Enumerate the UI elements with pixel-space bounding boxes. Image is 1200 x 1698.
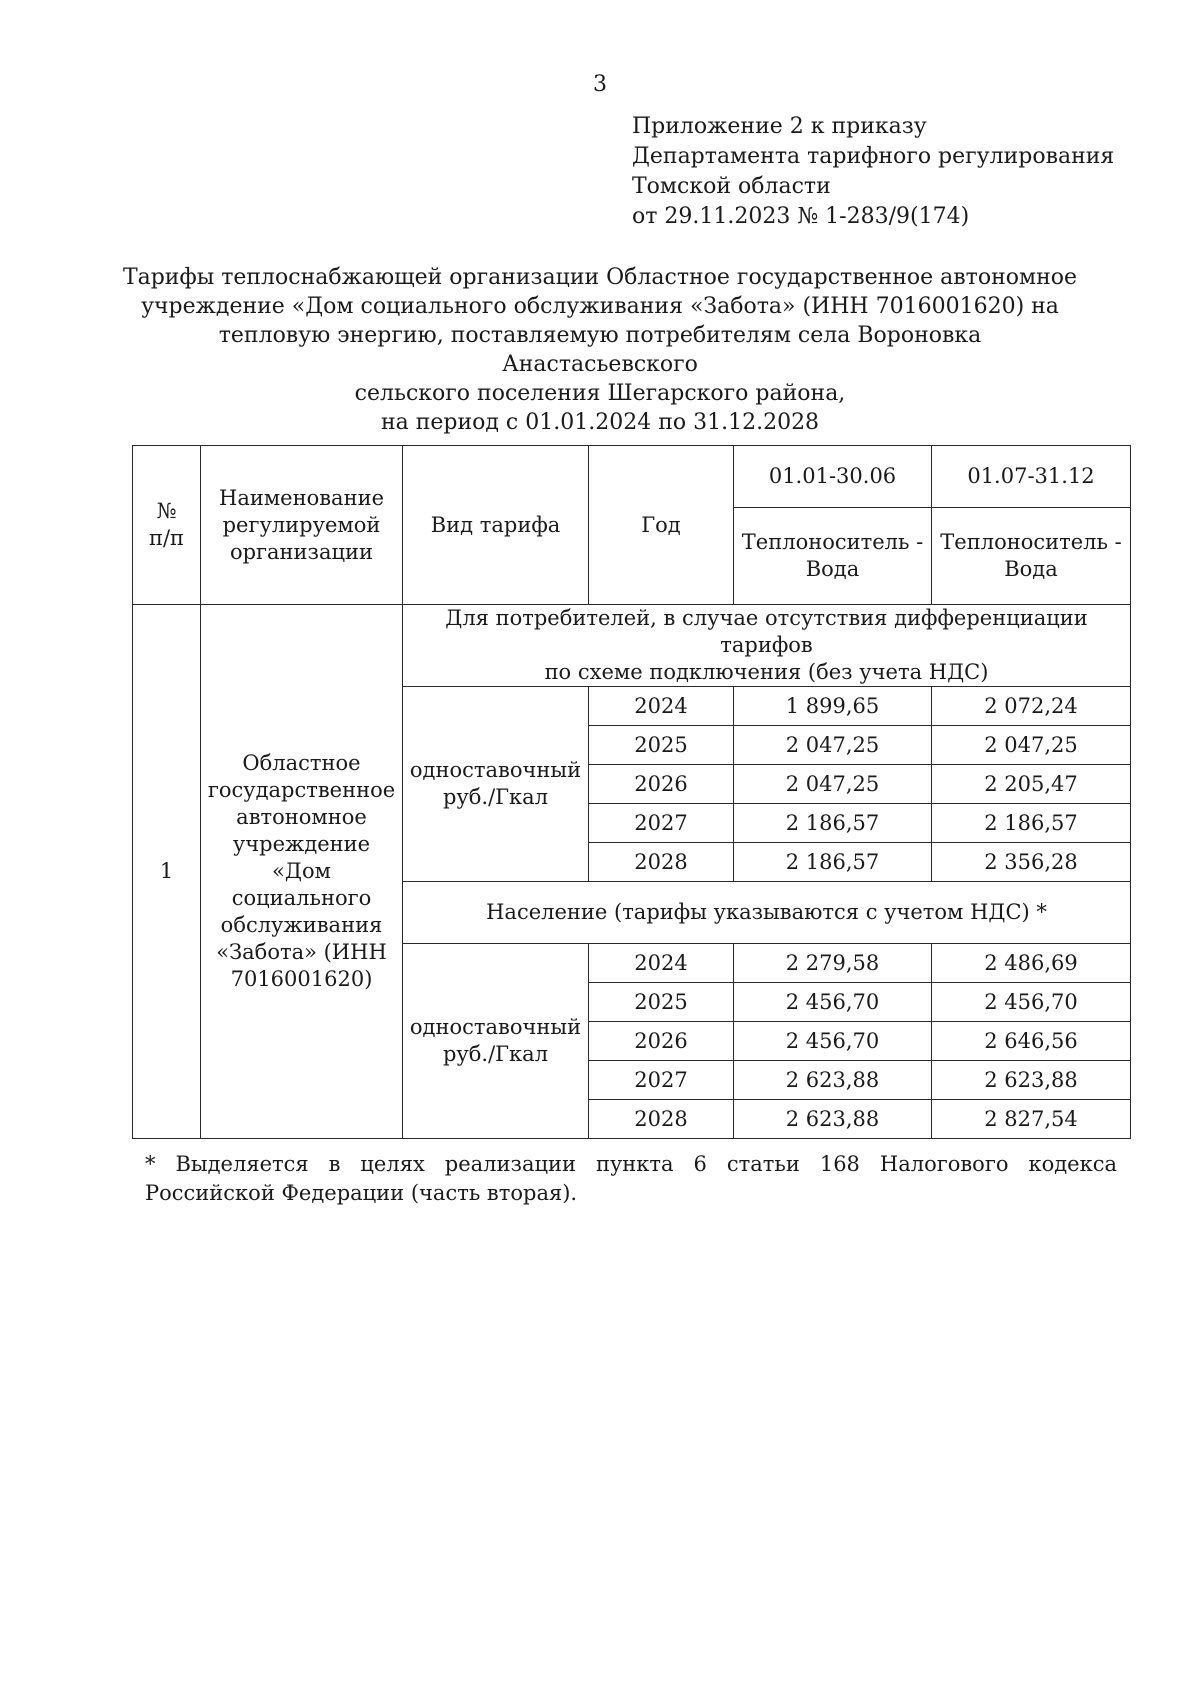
tariff-value-p2: 2 205,47 <box>932 765 1131 804</box>
year-cell: 2024 <box>589 944 734 983</box>
appendix-line: от 29.11.2023 № 1-283/9(174) <box>632 204 970 229</box>
tariff-value-p1: 2 623,88 <box>734 1061 932 1100</box>
footnote: * Выделяется в целях реализации пункта 6 статьи 168 Налогового кодекса Российской Федерации (часть вторая). <box>145 1152 1117 1205</box>
title-line: на период с 01.01.2024 по 31.12.2028 <box>380 410 820 435</box>
header-carrier-2: Теплоноситель - Вода <box>932 508 1131 605</box>
tariff-value-p1: 2 047,25 <box>734 726 932 765</box>
document-title <box>120 263 1080 437</box>
year-cell: 2025 <box>589 983 734 1022</box>
tariff-value-p2: 2 646,56 <box>932 1022 1131 1061</box>
year-cell: 2026 <box>589 1022 734 1061</box>
tariff-table <box>132 445 1131 1139</box>
year-cell: 2027 <box>589 1061 734 1100</box>
tariff-type-cell: одноставочный руб./Гкал <box>403 944 589 1139</box>
tariff-value-p2: 2 827,54 <box>932 1100 1131 1139</box>
tariff-value-p1: 2 456,70 <box>734 983 932 1022</box>
tariff-value-p2: 2 047,25 <box>932 726 1131 765</box>
tariff-value-p2: 2 356,28 <box>932 843 1131 882</box>
header-num: № п/п <box>133 446 201 605</box>
header-period-2: 01.07-31.12 <box>932 446 1131 508</box>
appendix-line: Департамента тарифного регулирования <box>632 144 1115 169</box>
header-row <box>133 446 1131 508</box>
tariff-value-p2: 2 072,24 <box>932 687 1131 726</box>
section-title-row <box>133 605 1131 687</box>
tariff-type-cell: одноставочный руб./Гкал <box>403 687 589 882</box>
year-cell: 2027 <box>589 804 734 843</box>
org-name-cell: Областное государственное автономное учреждение «Дом социального обслуживания «Забота» (ИНН 7016001620) <box>201 605 403 1139</box>
header-year: Год <box>589 446 734 605</box>
tariff-value-p2: 2 456,70 <box>932 983 1131 1022</box>
tariff-value-p1: 2 623,88 <box>734 1100 932 1139</box>
year-cell: 2028 <box>589 1100 734 1139</box>
appendix-line: Томской области <box>632 174 831 199</box>
title-line: сельского поселения Шегарского района, <box>354 381 846 406</box>
tariff-value-p2: 2 623,88 <box>932 1061 1131 1100</box>
tariff-value-p2: 2 486,69 <box>932 944 1131 983</box>
title-line: Тарифы теплоснабжающей организации Областное государственное автономное <box>122 265 1078 290</box>
tariff-value-p1: 1 899,65 <box>734 687 932 726</box>
section-title: Население (тарифы указываются с учетом НДС) * <box>403 882 1131 944</box>
year-cell: 2026 <box>589 765 734 804</box>
appendix-line: Приложение 2 к приказу <box>632 114 927 139</box>
header-period-1: 01.01-30.06 <box>734 446 932 508</box>
year-cell: 2024 <box>589 687 734 726</box>
tariff-value-p1: 2 186,57 <box>734 804 932 843</box>
tariff-value-p2: 2 186,57 <box>932 804 1131 843</box>
title-line: учреждение «Дом социального обслуживания «Забота» (ИНН 7016001620) на <box>141 294 1059 319</box>
row-number: 1 <box>133 605 201 1139</box>
page-number: 3 <box>593 72 607 97</box>
year-cell: 2025 <box>589 726 734 765</box>
header-org-name: Наименование регулируемой организации <box>201 446 403 605</box>
year-cell: 2028 <box>589 843 734 882</box>
tariff-value-p1: 2 456,70 <box>734 1022 932 1061</box>
header-tariff-type: Вид тарифа <box>403 446 589 605</box>
section-title: Для потребителей, в случае отсутствия дифференциации тарифов по схеме подключения (без учета НДС) <box>403 605 1131 687</box>
appendix-block <box>632 112 1114 232</box>
title-line: тепловую энергию, поставляемую потребителям села Вороновка Анастасьевского <box>218 323 982 377</box>
header-carrier-1: Теплоноситель - Вода <box>734 508 932 605</box>
tariff-value-p1: 2 279,58 <box>734 944 932 983</box>
tariff-value-p1: 2 047,25 <box>734 765 932 804</box>
tariff-value-p1: 2 186,57 <box>734 843 932 882</box>
